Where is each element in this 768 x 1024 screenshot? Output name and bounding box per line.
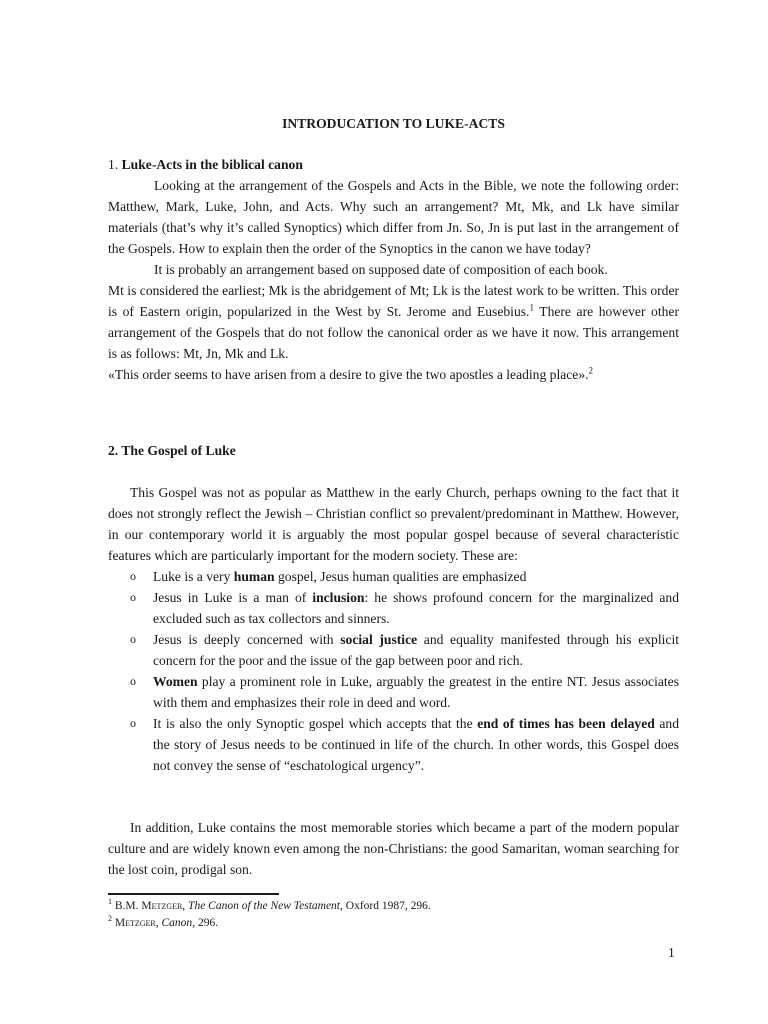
footnote-text: B.M.: [112, 900, 142, 912]
section-1-number: 1.: [108, 157, 119, 172]
list-item-text: Jesus in Luke is a man of: [153, 590, 313, 605]
list-item-text: play a prominent role in Luke, arguably the greatest in the entire NT. Jesus associates with them and emphasizes their role in deed and word.: [153, 674, 679, 710]
section-2-paragraph-2: In addition, Luke contains the most memorable stories which became a part of the modern popular culture and are widely known even among the non-Christians: the good Samaritan, woman searching for the lost coin, prodigal son.: [108, 820, 679, 877]
section-1-paragraph-3: [108, 280, 679, 364]
list-item-emphasis: social justice: [340, 632, 418, 647]
list-item: [108, 671, 679, 713]
footnote-author: Metzger: [141, 900, 183, 912]
bullet-marker: o: [130, 674, 136, 688]
bullet-marker: o: [130, 569, 136, 583]
feature-list: [108, 566, 679, 776]
list-item-emphasis: human: [233, 569, 275, 584]
section-1-paragraph-1: Looking at the arrangement of the Gospels and Acts in the Bible, we note the following order: Matthew, Mark, Luke, John, and Acts. Why such an arrangement? Mt, Mk, and Lk have similar materials (that’s why it’s called Synoptics) which differ from Jn. So, Jn is put last in the arrangement of the Gospels. How to explain then the order of the Synoptics in the canon we have today?: [108, 178, 679, 256]
list-item: [108, 587, 679, 629]
footnote-ref-1[interactable]: 1: [529, 302, 534, 313]
list-item-text: and equality manifested through his explicit concern for the poor and the issue of the gap between poor and rich.: [153, 632, 679, 668]
footnote-work-title: Canon: [161, 917, 193, 929]
footnote-work-title: The Canon of the New Testament: [188, 900, 341, 912]
list-item-emphasis: Women: [153, 674, 198, 689]
footnote-text: , Oxford 1987, 296.: [340, 900, 431, 912]
page-number: 1: [668, 945, 675, 960]
list-item-text: It is also the only Synoptic gospel which accepts that the: [153, 716, 478, 731]
footnote-separator: [108, 893, 279, 895]
list-item-emphasis: end of times has been delayed: [477, 716, 655, 731]
bullet-marker: o: [130, 632, 136, 646]
footnote-text: , 296.: [192, 917, 219, 929]
list-item-text: Jesus is deeply concerned with: [153, 632, 341, 647]
footnote-2-number: 2: [108, 914, 112, 924]
section-2-paragraph-1: This Gospel was not as popular as Matthew in the early Church, perhaps owning to the fact that it does not strongly reflect the Jewish – Christian conflict so prevalent/predominant in Matthew. However, in our contemporary world it is arguably the most popular gospel because of several characteristic features which are particularly important for the modern society. These are:: [108, 485, 679, 563]
section-1-heading: [108, 154, 679, 175]
list-item-text: gospel, Jesus human qualities are emphasized: [274, 569, 527, 584]
section-1-paragraph-2: It is probably an arrangement based on supposed date of composition of each book.: [154, 262, 608, 277]
paragraph-3-continued: There are however other arrangement of the Gospels that do not follow the canonical order as we have it now. This arrangement is as follows: Mt, Jn, Mk and Lk.: [108, 304, 679, 361]
bullet-marker: o: [130, 716, 136, 730]
list-item: [108, 713, 679, 776]
section-2: [108, 482, 679, 776]
footnote-author: Metzger: [114, 917, 156, 929]
footnote-1: [108, 898, 431, 915]
footnote-2: [108, 915, 431, 932]
section-2-closing: [108, 817, 679, 880]
section-2-heading: [108, 440, 679, 461]
footnote-1-number: 1: [108, 897, 112, 907]
list-item: [108, 566, 679, 587]
section-2-title: 2. The Gospel of Luke: [108, 443, 236, 458]
section-1: [108, 154, 679, 385]
section-1-quote: [108, 364, 679, 385]
footnote-text: ,: [182, 900, 189, 912]
quote-text: «This order seems to have arisen from a desire to give the two apostles a leading place».: [108, 367, 589, 382]
footnotes: [108, 898, 431, 932]
paragraph-3-text: Mt is considered the earliest; Mk is the abridgement of Mt; Lk is the latest work to be written. This order is of Eastern origin, popularized in the West by St. Jerome and Eusebius.: [108, 283, 679, 319]
list-item: [108, 629, 679, 671]
section-1-title: Luke-Acts in the biblical canon: [121, 157, 303, 172]
list-item-text: Luke is a very: [153, 569, 234, 584]
bullet-marker: o: [130, 590, 136, 604]
list-item-text: : he shows profound concern for the marginalized and excluded such as tax collectors and sinners.: [153, 590, 680, 626]
footnote-text: ,: [155, 917, 162, 929]
list-item-emphasis: inclusion: [312, 590, 365, 605]
list-item-text: and the story of Jesus needs to be continued in life of the church. In other words, this Gospel does not convey the sense of “eschatological urgency”.: [153, 716, 679, 773]
document-title: INTRODUCATION TO LUKE-ACTS: [282, 116, 505, 131]
footnote-ref-2[interactable]: 2: [588, 365, 594, 376]
